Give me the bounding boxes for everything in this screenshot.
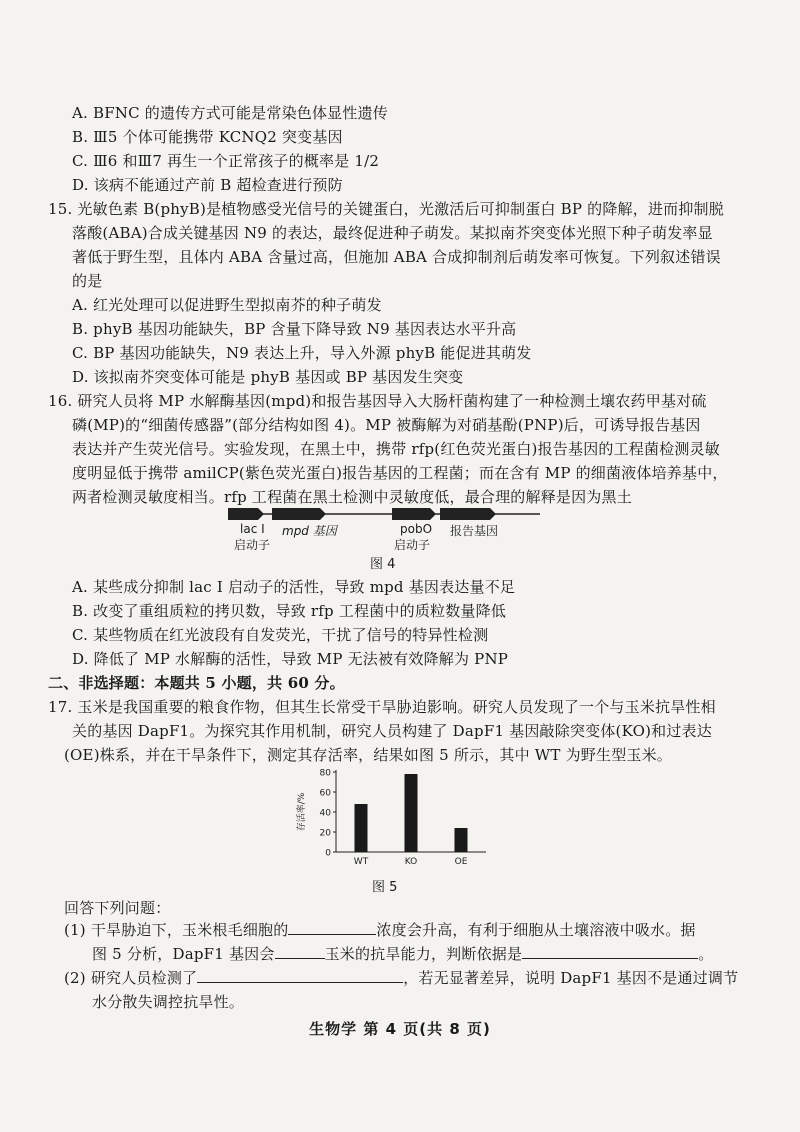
q17-sub1-text: (1) 干旱胁迫下，玉米根毛细胞的 <box>64 921 289 939</box>
q17-sub2-line1 <box>64 968 738 988</box>
q15-option-b: B. phyB 基因功能缺失，BP 含量下降导致 N9 基因表达水平升高 <box>72 320 517 338</box>
q16-stem-line: 两者检测灵敏度相当。rfp 工程菌在黑土检测中灵敏度低，最合理的解释是因为黑土 <box>72 488 632 506</box>
q14-option-d: D. 该病不能通过产前 B 超检查进行预防 <box>72 176 343 194</box>
q14-option-c: C. Ⅲ6 和Ⅲ7 再生一个正常孩子的概率是 1/2 <box>72 152 380 170</box>
figure-5-chart <box>290 764 490 874</box>
q16-option-b: B. 改变了重组质粒的拷贝数，导致 rfp 工程菌中的质粒数量降低 <box>72 602 507 620</box>
x-tick-label: WT <box>353 857 369 867</box>
q17-sub1-line1 <box>64 920 696 940</box>
figure-4-caption: 图 4 <box>370 557 396 572</box>
q17-stem-line: 17. 玉米是我国重要的粮食作物，但其生长常受干旱胁迫影响。研究人员发现了一个与玉米抗旱性相 <box>48 698 716 716</box>
q16-stem-line: 16. 研究人员将 MP 水解酶基因(mpd)和报告基因导入大肠杆菌构建了一种检测土壤农药甲基对硫 <box>48 392 707 410</box>
pob-promoter-sublabel: 启动子 <box>394 538 431 552</box>
q17-sub1-text: 。 <box>698 945 714 963</box>
reporter-gene-label: 报告基因 <box>450 524 499 538</box>
pob-promoter-label: pobO <box>400 522 433 536</box>
q17-stem-line: 关的基因 DapF1。为探究其作用机制，研究人员构建了 DapF1 基因敲除突变体(KO)和过表达 <box>72 722 712 740</box>
answer-blank[interactable] <box>275 944 325 959</box>
q15-option-d: D. 该拟南芥突变体可能是 phyB 基因或 BP 基因发生突变 <box>72 368 464 386</box>
bar-ko <box>405 774 418 852</box>
bar-oe <box>455 828 468 852</box>
page-footer: 生物学 第 4 页(共 8 页) <box>309 1020 491 1038</box>
lac-promoter-label: lac Ⅰ <box>240 522 265 536</box>
q16-stem-line: 磷(MP)的“细菌传感器”(部分结构如图 4)。MP 被酶解为对硝基酚(PNP)后，可诱导报告基因 <box>72 416 701 434</box>
q17-prompt: 回答下列问题： <box>64 899 171 917</box>
figure-5-caption: 图 5 <box>372 880 398 895</box>
figure-4-construct <box>228 506 548 550</box>
y-tick-label: 80 <box>319 768 331 779</box>
x-tick-label: OE <box>454 857 468 867</box>
q16-option-a: A. 某些成分抑制 lac Ⅰ 启动子的活性，导致 mpd 基因表达量不足 <box>72 578 516 596</box>
q16-option-d: D. 降低了 MP 水解酶的活性，导致 MP 无法被有效降解为 PNP <box>72 650 509 668</box>
q17-sub2-line2: 水分散失调控抗旱性。 <box>92 993 245 1011</box>
reporter-gene-arrow <box>440 508 496 520</box>
q16-option-c: C. 某些物质在红光波段有自发荧光，干扰了信号的特异性检测 <box>72 626 489 644</box>
q15-stem-line: 落酸(ABA)合成关键基因 N9 的表达，最终促进种子萌发。某拟南芥突变体光照下种子萌发率显 <box>72 224 713 242</box>
y-tick-label: 20 <box>319 828 331 839</box>
q15-stem-line: 著低于野生型，且体内 ABA 含量过高，但施加 ABA 合成抑制剂后萌发率可恢复。下列叙述错误 <box>72 248 721 266</box>
q14-option-b: B. Ⅲ5 个体可能携带 KCNQ2 突变基因 <box>72 128 343 146</box>
q17-sub1-line2 <box>92 944 713 964</box>
answer-blank[interactable] <box>288 920 376 935</box>
q17-stem-line: (OE)株系，并在干旱条件下，测定其存活率，结果如图 5 所示，其中 WT 为野生型玉米。 <box>64 746 672 764</box>
section-2-heading: 二、非选择题：本题共 5 小题，共 60 分。 <box>48 674 345 692</box>
q17-sub2-text: (2) 研究人员检测了 <box>64 969 198 987</box>
mpd-gene-label: mpd 基因 <box>282 524 337 538</box>
q16-stem-line: 表达并产生荧光信号。实验发现，在黑土中，携带 rfp(红色荧光蛋白)报告基因的工程菌检测灵敏 <box>72 440 721 458</box>
pob-promoter-arrow <box>392 508 436 520</box>
q15-option-c: C. BP 基因功能缺失，N9 表达上升，导入外源 phyB 能促进其萌发 <box>72 344 532 362</box>
q17-sub1-text: 图 5 分析，DapF1 基因会 <box>92 945 275 963</box>
q15-stem-line: 的是 <box>72 272 103 290</box>
mpd-gene-arrow <box>272 508 326 520</box>
q14-option-a: A. BFNC 的遗传方式可能是常染色体显性遗传 <box>72 104 388 122</box>
y-axis-label: 存活率/% <box>297 792 307 832</box>
x-tick-label: KO <box>404 857 418 867</box>
answer-blank[interactable] <box>522 944 698 959</box>
y-tick-label: 0 <box>325 848 331 859</box>
lac-promoter-arrow <box>228 508 264 520</box>
q16-stem-line: 度明显低于携带 amilCP(紫色荧光蛋白)报告基因的工程菌；而在含有 MP 的细菌液体培养基中， <box>72 464 728 482</box>
construct-diagram <box>228 506 548 522</box>
q15-stem-line: 15. 光敏色素 B(phyB)是植物感受光信号的关键蛋白，光激活后可抑制蛋白 BP 的降解，进而抑制脱 <box>48 200 724 218</box>
bar-wt <box>355 804 368 852</box>
y-tick-label: 60 <box>319 788 331 799</box>
answer-blank[interactable] <box>197 968 403 983</box>
survival-bar-chart <box>290 764 490 874</box>
q15-option-a: A. 红光处理可以促进野生型拟南芥的种子萌发 <box>72 296 382 314</box>
y-tick-label: 40 <box>319 808 331 819</box>
q17-sub1-text: 玉米的抗旱能力，判断依据是 <box>324 945 523 963</box>
q17-sub2-text: ，若无显著差异，说明 DapF1 基因不是通过调节 <box>403 969 739 987</box>
q17-sub1-text: 浓度会升高，有利于细胞从土壤溶液中吸水。据 <box>376 921 696 939</box>
lac-promoter-sublabel: 启动子 <box>234 538 271 552</box>
